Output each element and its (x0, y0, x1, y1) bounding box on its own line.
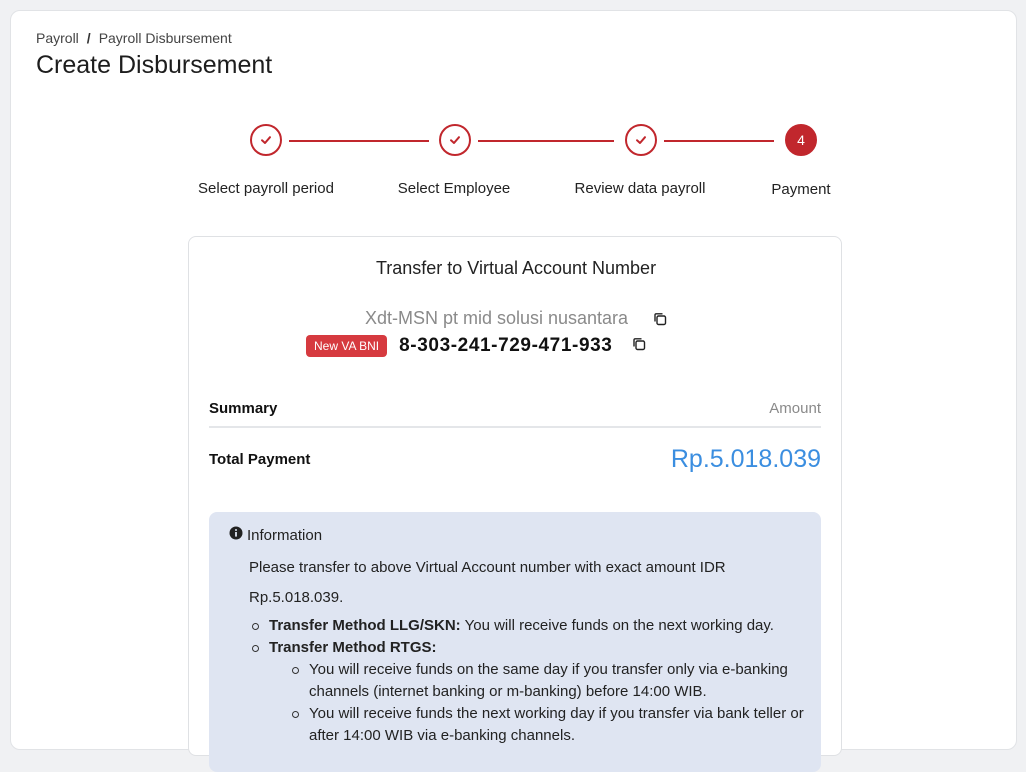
rtgs-points-list (289, 659, 804, 747)
summary-header (209, 400, 821, 417)
company-name: Xdt-MSN pt mid solusi nusantara (364, 308, 629, 328)
va-row (306, 335, 646, 357)
total-payment-label: Total Payment (209, 451, 311, 468)
step-2-label: Select Employee (397, 180, 511, 197)
step-1-check-icon (250, 124, 282, 156)
information-text: Please transfer to above Virtual Account number with exact amount IDR Rp.5.018.039. (249, 559, 726, 606)
total-payment-value: Rp.5.018.039 (670, 445, 821, 473)
breadcrumb-payroll-disbursement[interactable]: Payroll Disbursement (98, 30, 232, 46)
breadcrumb-payroll[interactable]: Payroll (36, 30, 79, 46)
breadcrumb (36, 30, 232, 46)
stepper (11, 124, 1018, 198)
payment-title: Transfer to Virtual Account Number (375, 258, 657, 278)
divider (209, 426, 821, 428)
copy-icon[interactable] (653, 310, 667, 330)
breadcrumb-separator: / (86, 30, 91, 46)
info-icon (229, 526, 243, 544)
list-item (249, 615, 801, 637)
amount-label: Amount (769, 400, 821, 417)
step-4-number: 4 (785, 124, 817, 156)
page-title: Create Disbursement (36, 51, 273, 79)
list-item (249, 637, 804, 747)
va-number: 8-303-241-729-471-933 (399, 335, 613, 356)
transfer-methods-list (249, 615, 804, 747)
total-payment-row (209, 445, 821, 474)
copy-icon[interactable] (632, 337, 646, 356)
payment-card (188, 236, 842, 756)
step-2-check-icon (439, 124, 471, 156)
step-4-label: Payment (771, 181, 831, 198)
step-3-label: Review data payroll (574, 180, 706, 197)
method-name: Transfer Method LLG/SKN: (269, 617, 461, 634)
method-detail: You will receive funds on the next working day. (464, 617, 774, 634)
step-3-check-icon (625, 124, 657, 156)
information-title: Information (247, 526, 323, 544)
information-box (209, 512, 821, 772)
method-name: Transfer Method RTGS: (269, 639, 437, 656)
step-connector (289, 140, 429, 142)
step-connector (664, 140, 774, 142)
summary-label: Summary (209, 400, 278, 417)
page-card (10, 10, 1017, 750)
va-badge: New VA BNI (306, 335, 387, 357)
step-connector (478, 140, 614, 142)
step-1-label: Select payroll period (198, 180, 334, 197)
list-item: You will receive funds the next working day if you transfer via bank teller or after 14:00 WIB via e-banking channels. (289, 703, 809, 747)
information-header (229, 526, 801, 544)
list-item: You will receive funds on the same day if you transfer only via e-banking channels (internet banking or m-banking) before 14:00 WIB. (289, 659, 809, 703)
company-row (189, 308, 843, 331)
